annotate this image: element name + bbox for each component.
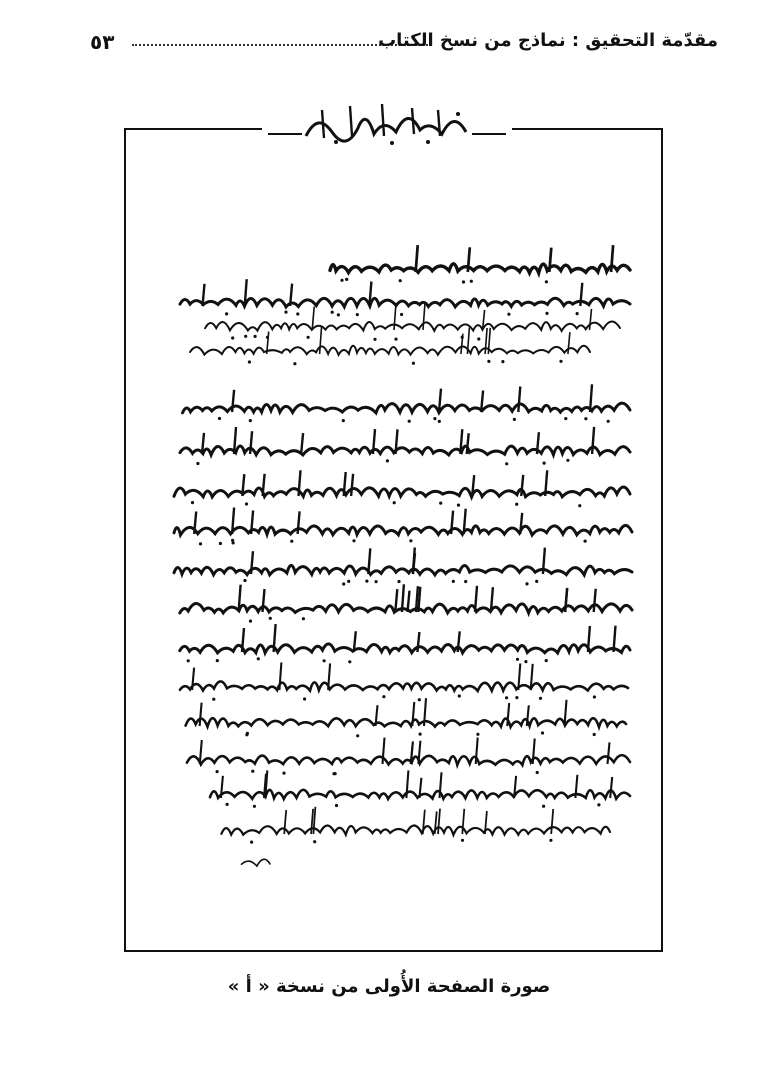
page-number: ٥٣	[90, 30, 115, 54]
library-seal	[262, 98, 512, 154]
running-title: مقدّمة التحقيق : نماذج من نسخ الكتاب	[378, 30, 718, 51]
page-header	[90, 28, 718, 58]
manuscript-line	[190, 326, 590, 365]
manuscript-line	[180, 624, 630, 663]
manuscript-line	[180, 584, 632, 622]
manuscript-line	[187, 738, 630, 776]
manuscript-line	[242, 859, 271, 872]
manuscript-line	[180, 427, 630, 466]
library-seal-calligraphy	[262, 98, 512, 154]
manuscript-line	[221, 807, 610, 844]
manuscript-handwriting	[170, 232, 640, 872]
figure-caption: صورة الصفحة الأُولى من نسخة « أ »	[227, 976, 551, 997]
manuscript-line	[174, 508, 632, 546]
manuscript-line	[180, 279, 630, 316]
manuscript-line	[330, 245, 630, 284]
manuscript-line	[174, 470, 630, 507]
manuscript-line	[205, 303, 620, 341]
manuscript-line	[180, 662, 628, 701]
manuscript-line	[183, 384, 631, 423]
manuscript-line	[186, 698, 626, 737]
manuscript-scan	[170, 232, 640, 872]
manuscript-line	[210, 770, 630, 808]
manuscript-line	[174, 548, 632, 586]
